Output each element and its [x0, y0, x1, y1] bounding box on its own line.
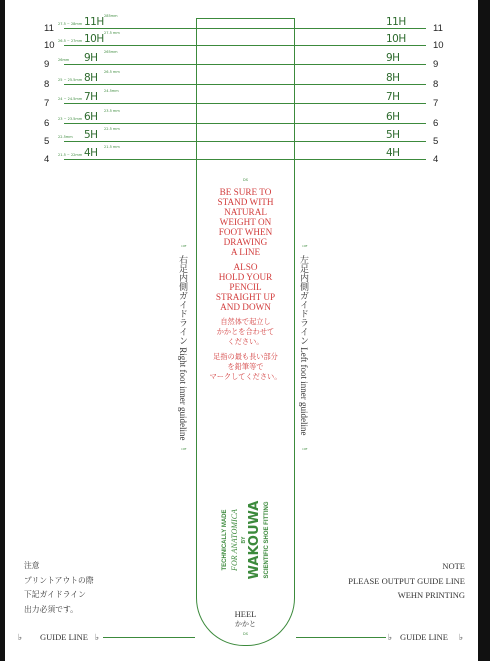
size-number-right: 9	[433, 59, 439, 70]
note-line: NOTE	[442, 561, 465, 571]
scan-border-left	[0, 0, 5, 661]
instruction-line: HOLD YOUR	[218, 272, 273, 282]
size-number-left: 7	[44, 98, 50, 109]
size-number-left: 5	[44, 136, 50, 147]
size-number-right: 10	[433, 40, 444, 51]
instruction-line: かかとを合わせて	[216, 327, 275, 336]
instruction-line: NATURAL	[224, 207, 267, 217]
left-guide-bottom-mark: 10F	[181, 447, 187, 451]
guide-line-label-left: GUIDE LINE	[40, 632, 88, 642]
right-guide-top-mark: 10F	[302, 244, 308, 248]
size-small-text-2: 23 ~ 23.5mm	[58, 117, 83, 121]
size-number-left: 6	[44, 118, 50, 129]
instruction-line: 足指の最も長い部分	[213, 352, 278, 361]
instruction-line: A LINE	[230, 247, 261, 257]
size-number-right: 7	[433, 98, 439, 109]
size-label-right: 6H	[386, 111, 400, 123]
size-small-text-2: 26mm	[58, 58, 70, 62]
instruction-line: ください。	[227, 337, 264, 346]
instruction-line: STAND WITH	[217, 197, 274, 207]
size-small-text-2: 27.5 ~ 28mm	[58, 22, 83, 26]
note-english	[348, 559, 465, 603]
size-label-right: 7H	[386, 91, 400, 103]
size-label-left: 10H	[84, 33, 104, 45]
size-number-right: 8	[433, 79, 439, 90]
size-small-text: 24.5mm	[104, 89, 119, 93]
size-small-text-2: 24 ~ 24.5mm	[58, 97, 83, 101]
guide-mark-left-1: ♭	[18, 632, 23, 642]
note-line: プリントアウトの際	[24, 575, 94, 585]
brand-line5: SCIENTIFIC SHOE FITTING	[264, 501, 270, 579]
size-label-left: 5H	[84, 129, 98, 141]
instruction-line: 自然体で起立し	[220, 317, 271, 326]
heel-mark: DS	[243, 632, 248, 636]
right-guide-bottom-mark: 10F	[302, 447, 308, 451]
size-label-right: 11H	[386, 16, 406, 28]
instruction-line: PENCIL	[229, 282, 262, 292]
size-small-text: 26.5 mm	[104, 70, 120, 74]
instruction-line: STRAIGHT UP	[215, 292, 276, 302]
brand-line1: TECHNICALLY MADE	[222, 509, 228, 571]
note-line: PLEASE OUTPUT GUIDE LINE	[348, 575, 465, 586]
note-line: 出力必須です。	[24, 604, 78, 614]
size-small-text-2: 21.5 ~ 22mm	[58, 153, 83, 157]
brand-line2: FOR ANATOMICA	[230, 509, 239, 571]
note-line: 注意	[24, 561, 40, 570]
size-label-left: 4H	[84, 147, 98, 159]
instruction-line: AND DOWN	[220, 302, 271, 312]
size-label-left: 6H	[84, 111, 98, 123]
instruction-line: FOOT WHEN	[218, 227, 273, 237]
size-label-right: 9H	[386, 52, 400, 64]
instruction-line: マークしてください。	[209, 372, 282, 381]
size-label-right: 8H	[386, 72, 400, 84]
guide-mark-right-2: ♭	[459, 632, 464, 642]
size-label-right: 5H	[386, 129, 400, 141]
size-label-left: 9H	[84, 52, 98, 64]
left-guide-text: 右足内側ガイドライン Right foot inner guideline	[178, 255, 188, 441]
instruction-line: BE SURE TO	[219, 187, 272, 197]
size-small-text: 22.5 mm	[104, 127, 120, 131]
heel-label: HEEL	[234, 609, 257, 619]
size-number-left: 11	[44, 23, 54, 34]
size-small-text-2: 26.5 ~ 27mm	[58, 39, 83, 43]
size-number-left: 9	[44, 59, 50, 70]
left-guide-top-mark: 10F	[181, 244, 187, 248]
size-label-left: 7H	[84, 91, 98, 103]
instruction-line: ALSO	[233, 262, 258, 272]
size-small-text: 27.5 mm	[104, 31, 120, 35]
guide-line-label-right: GUIDE LINE	[400, 632, 448, 642]
size-number-right: 11	[433, 23, 443, 34]
size-small-text-2: 22.5mm	[58, 135, 73, 139]
heel-label-ja: かかと	[235, 620, 256, 628]
size-small-text: 23.5 mm	[104, 109, 120, 113]
size-number-right: 5	[433, 136, 439, 147]
size-small-text: 265mm	[104, 50, 118, 54]
size-number-left: 8	[44, 79, 50, 90]
size-label-left: 11H	[84, 16, 104, 28]
note-japanese	[24, 559, 94, 617]
size-small-text: 285mm	[104, 14, 118, 18]
size-small-text: 21.5 mm	[104, 145, 120, 149]
brand-line3: BY	[241, 536, 247, 544]
guide-mark-right-1: ♭	[388, 632, 393, 642]
brand-logo	[218, 492, 272, 588]
instruction-line: を鉛筆等で	[227, 362, 264, 371]
size-label-left: 8H	[84, 72, 98, 84]
instruction-line: WEIGHT ON	[219, 217, 272, 227]
scan-border-right	[478, 0, 490, 661]
note-line: WEHN PRINTING	[397, 590, 465, 600]
size-number-right: 6	[433, 118, 439, 129]
size-number-right: 4	[433, 154, 439, 165]
note-line: 下記ガイドライン	[24, 590, 86, 599]
instruction-line: DRAWING	[223, 237, 268, 247]
size-small-text-2: 25 ~ 25.5mm	[58, 78, 83, 82]
size-number-left: 4	[44, 154, 50, 165]
center-top-mark: DS	[243, 178, 248, 182]
guide-line-left	[103, 637, 195, 638]
right-guide-text: 左足内側ガイドライン Left foot inner guideline	[299, 255, 309, 436]
guide-line-right	[296, 637, 386, 638]
size-label-right: 4H	[386, 147, 400, 159]
size-number-left: 10	[44, 40, 55, 51]
guide-mark-left-2: ♭	[95, 632, 100, 642]
size-label-right: 10H	[386, 33, 406, 45]
brand-line4: WAKOUWA	[247, 500, 262, 580]
